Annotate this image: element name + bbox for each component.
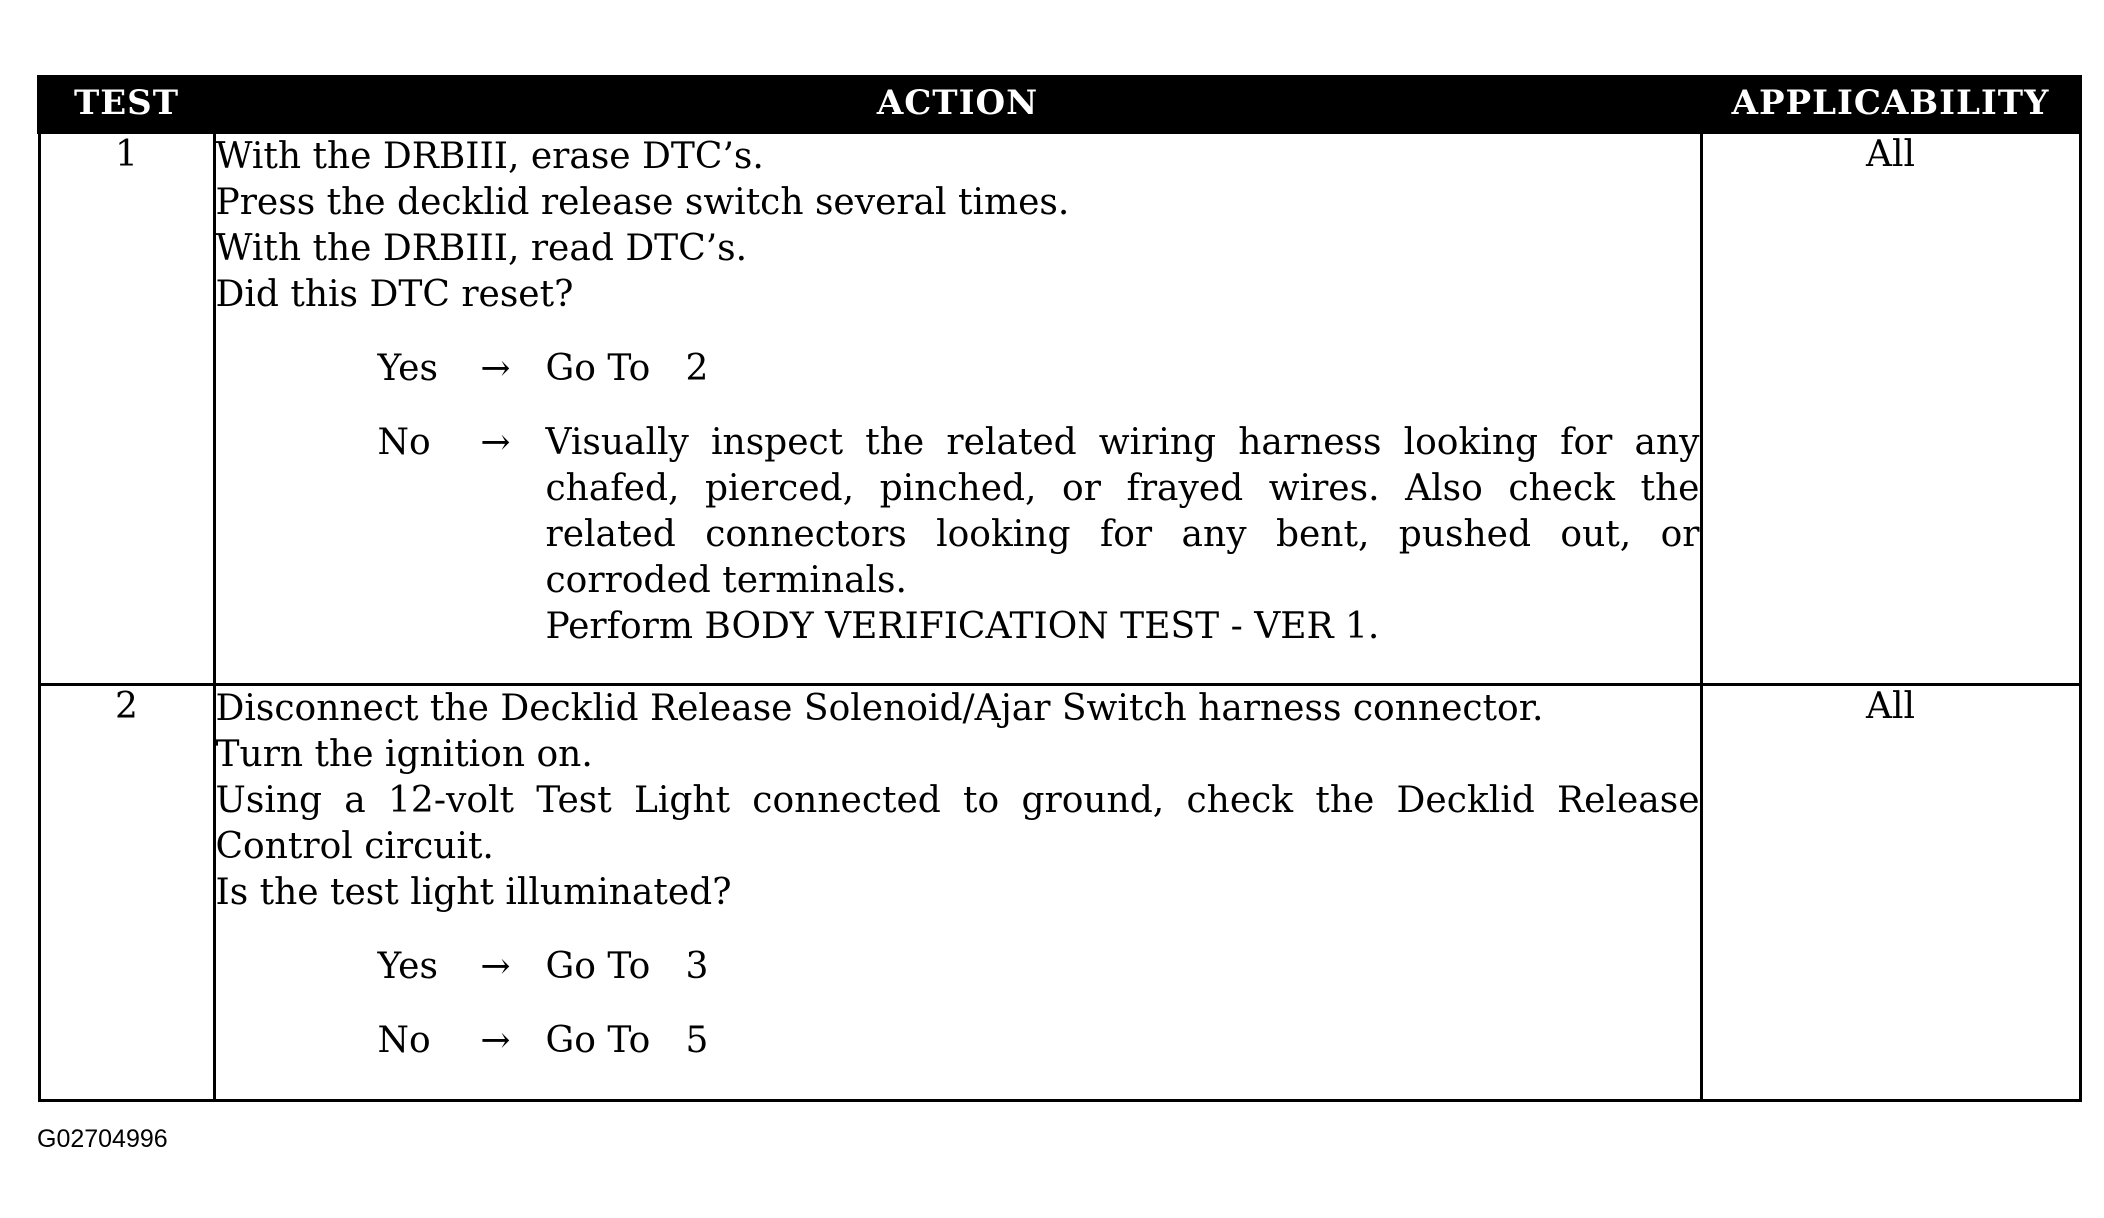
header-applicability: APPLICABILITY [1701,75,2080,133]
action-step: Press the decklid release switch several times. [215,182,1070,223]
no-label: No [377,1020,431,1061]
no-result [546,1018,1700,1064]
yes-branch [378,944,1700,990]
action-step: Turn the ignition on. [215,734,593,775]
header-test: TEST [39,75,214,133]
header-row [39,75,2080,133]
header-action: ACTION [214,75,1701,133]
test-number-cell: 1 [39,133,214,685]
yes-label: Yes [377,946,438,987]
goto-value: 3 [685,946,709,987]
goto-value: 5 [685,1020,709,1061]
diagnostic-test-table [37,75,2082,1102]
applicability-cell: All [1701,133,2080,685]
table-body [39,133,2080,1101]
goto-value: 2 [685,348,709,389]
yes-label: Yes [377,348,438,389]
yes-branch [378,346,1700,392]
right-arrow-icon: → [480,1020,511,1061]
no-branch [378,420,1700,650]
table-row [39,685,2080,1101]
test-number-cell: 2 [39,685,214,1101]
perform-verification-test: Perform BODY VERIFICATION TEST - VER 1. [545,606,1380,647]
goto-label: Go To [545,1020,651,1061]
table-header [39,75,2080,133]
action-step: With the DRBIII, read DTC’s. [215,228,748,269]
table-row [39,133,2080,685]
action-step: Using a 12-volt Test Light connected to ground, check the Decklid Release Control circuit. [215,780,1700,867]
applicability-cell: All [1701,685,2080,1101]
goto-label: Go To [545,946,651,987]
no-branch [378,1018,1700,1064]
action-cell [214,133,1701,685]
goto-label: Go To [545,348,651,389]
action-question: Did this DTC reset? [215,274,574,315]
figure-id: G02704996 [37,1125,168,1153]
right-arrow-icon: → [480,422,511,463]
action-step: Disconnect the Decklid Release Solenoid/Ajar Switch harness connector. [215,688,1544,729]
no-result [546,420,1700,650]
diagnostic-table-container [37,75,2078,1102]
action-step: With the DRBIII, erase DTC’s. [215,136,764,177]
no-label: No [377,422,431,463]
inspection-instructions: Visually inspect the related wiring harness looking for any chafed, pierced, pinched, or frayed wires. Also check the related connectors looking for any bent, pushed out, or corroded terminals. [545,422,1700,601]
action-cell [214,685,1701,1101]
action-question: Is the test light illuminated? [215,872,732,913]
right-arrow-icon: → [480,348,511,389]
yes-result [546,944,1700,990]
right-arrow-icon: → [480,946,511,987]
yes-result [546,346,1700,392]
